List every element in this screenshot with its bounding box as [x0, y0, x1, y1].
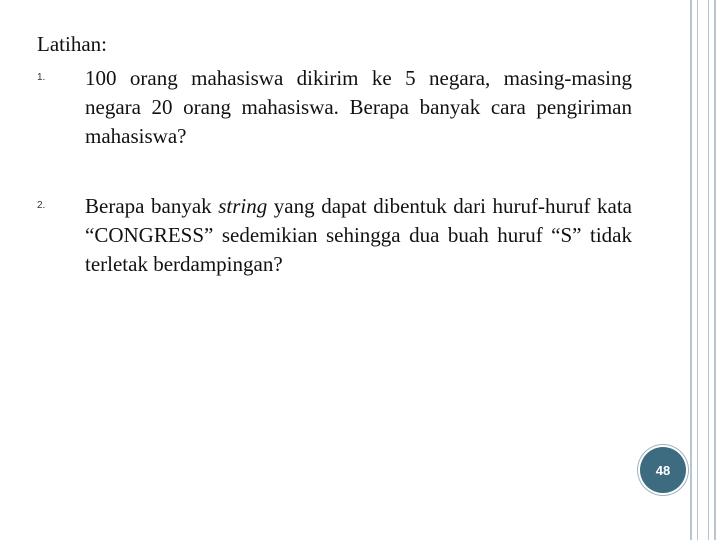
item-number: 1. — [37, 72, 46, 83]
slide-heading: Latihan: — [37, 32, 107, 56]
item-number: 2. — [37, 200, 46, 211]
item-text — [85, 192, 632, 279]
decorative-rule — [708, 0, 709, 540]
item-text-before: Berapa banyak — [85, 194, 219, 218]
exercise-item-2 — [37, 192, 632, 279]
item-text-after: yang dapat dibentuk dari huruf-huruf kata “CONGRESS” sedemikian sehingga dua buah huruf “S” tidak terletak berdampingan? — [85, 194, 632, 276]
exercise-item-1 — [37, 64, 632, 151]
decorative-rule — [697, 0, 698, 540]
decorative-rule — [690, 0, 692, 540]
decorative-rule — [714, 0, 716, 540]
item-text-italic: string — [218, 194, 268, 218]
item-text: 100 orang mahasiswa dikirim ke 5 negara, masing-masing negara 20 orang mahasiswa. Berapa banyak cara pengiriman mahasiswa? — [85, 66, 632, 148]
page-number-badge: 48 — [640, 447, 686, 493]
